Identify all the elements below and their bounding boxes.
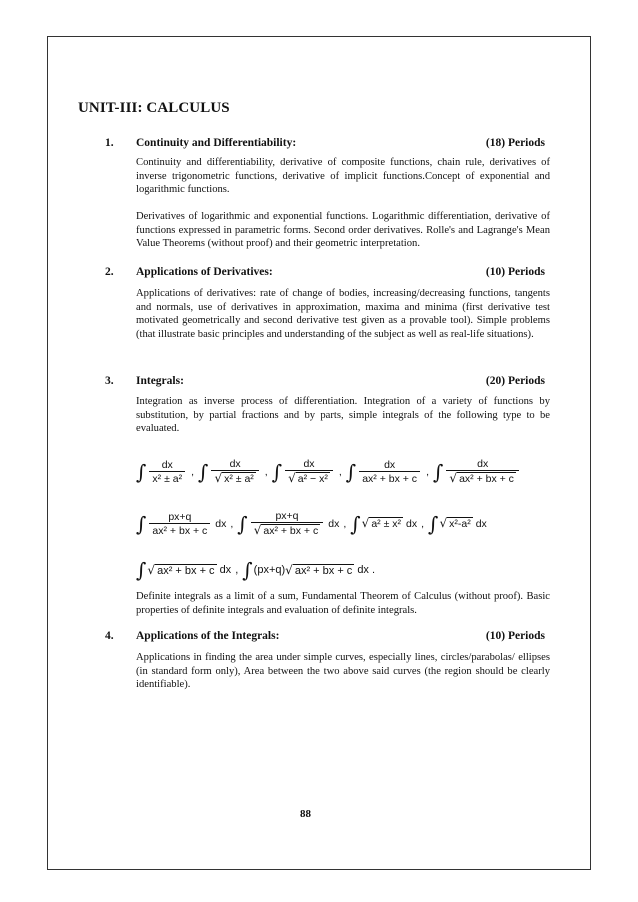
integral-sign: ∫ — [136, 459, 147, 484]
section-3-para-1: Integration as inverse process of differentiation. Integration of a variety of functions by substitution, by partial fractions and by parts, simple integrals of the following type to be evaluated. — [136, 396, 550, 434]
unit-title: UNIT-III: CALCULUS — [78, 100, 230, 116]
integral-sign: ∫ — [271, 459, 283, 484]
linear-factor: (px+q) — [253, 564, 286, 576]
integral-sign: ∫ — [237, 511, 248, 536]
fraction — [211, 458, 258, 485]
section-periods: (20) Periods — [485, 375, 545, 387]
sqrt-sign: √ — [214, 471, 223, 485]
numerator: dx — [229, 458, 241, 470]
fraction — [359, 459, 420, 485]
section-periods: (10) Periods — [485, 266, 545, 278]
radicand: x² ± a² — [224, 473, 254, 485]
numerator: px+q — [168, 510, 192, 523]
comma: , — [191, 465, 195, 478]
section-1-para-1: Continuity and differentiability, derivative of composite functions, chain rule, derivatives of inverse trigonometric functions, derivative of implicit functions.Concept of exponential and logarithmic functions. — [136, 157, 550, 195]
radical — [147, 564, 216, 577]
section-periods: (18) Periods — [485, 137, 545, 149]
formula-row-3 — [136, 560, 375, 580]
sqrt-sign: √ — [449, 471, 458, 485]
integral-sign: ∫ — [350, 511, 361, 536]
integral-sign: ∫ — [136, 558, 147, 582]
radicand: ax² + bx + c — [459, 473, 514, 485]
comma: , — [421, 517, 425, 530]
section-number: 1. — [105, 137, 114, 149]
section-4-para-1: Applications in finding the area under simple curves, especially lines, circles/parabolas/ ellipses (in standard form only), Area between the two above said curves (the region should be clearly identifiable). — [136, 652, 550, 690]
section-title: Integrals: — [136, 375, 184, 387]
denominator — [446, 470, 519, 485]
radical — [439, 517, 472, 530]
section-number: 3. — [105, 375, 114, 387]
comma: , — [230, 517, 234, 530]
formula-row-2 — [136, 510, 487, 537]
radical — [254, 524, 321, 537]
radicand: x²-a² — [449, 518, 471, 530]
numerator: dx — [477, 458, 489, 470]
denominator — [251, 522, 324, 537]
sqrt-sign: √ — [361, 516, 370, 530]
section-number: 4. — [105, 630, 114, 642]
fraction — [251, 510, 324, 537]
section-title: Applications of Derivatives: — [136, 266, 273, 278]
fraction — [446, 458, 519, 485]
numerator: dx — [384, 458, 396, 471]
differential: dx — [215, 517, 227, 530]
comma: , — [426, 465, 429, 478]
radical — [288, 472, 330, 485]
fraction — [149, 459, 185, 485]
section-periods: (10) Periods — [485, 630, 545, 642]
denominator: ax² + bx + c — [149, 523, 210, 537]
denominator: x² ± a² — [149, 471, 185, 485]
radicand: ax² + bx + c — [294, 564, 353, 577]
denominator — [211, 470, 258, 485]
sqrt-sign: √ — [288, 471, 296, 485]
differential: dx — [357, 564, 369, 576]
fraction — [285, 458, 333, 485]
radicand: a² ± x² — [371, 518, 402, 530]
numerator: px+q — [275, 510, 299, 522]
sqrt-sign: √ — [253, 523, 262, 537]
integral-sign: ∫ — [432, 459, 444, 484]
page-number: 88 — [300, 808, 311, 820]
integral-sign: ∫ — [242, 558, 253, 582]
radicand: a² − x² — [297, 473, 328, 485]
integral-sign: ∫ — [428, 511, 439, 536]
period: . — [371, 564, 375, 576]
radical — [362, 517, 403, 530]
differential: dx — [475, 517, 487, 530]
integral-sign: ∫ — [198, 459, 209, 484]
sqrt-sign: √ — [285, 562, 293, 577]
section-title: Applications of the Integrals: — [136, 630, 280, 642]
radical — [449, 472, 516, 485]
section-2-para-1: Applications of derivatives: rate of change of bodies, increasing/decreasing functions, tangents and normals, use of derivatives in approximation, maxima and minima (first derivative test motivated geometrically and second derivative test given as a provable tool). Simple problems (that illustrate basic principles and understanding of the subject as well as real-life situations). — [136, 288, 550, 340]
differential: dx — [406, 517, 418, 530]
sqrt-sign: √ — [147, 562, 156, 577]
comma: , — [264, 465, 268, 478]
radicand: ax² + bx + c — [157, 564, 215, 577]
fraction — [149, 511, 210, 537]
formula-row-1 — [136, 458, 521, 485]
comma: , — [343, 517, 347, 530]
sqrt-sign: √ — [439, 516, 448, 530]
numerator: dx — [303, 458, 315, 470]
section-number: 2. — [105, 266, 114, 278]
denominator: ax² + bx + c — [359, 471, 420, 485]
section-title: Continuity and Differentiability: — [136, 137, 297, 149]
denominator — [285, 470, 333, 485]
comma: , — [338, 465, 342, 478]
radical — [214, 472, 255, 485]
integral-sign: ∫ — [345, 459, 357, 484]
section-3-para-2: Definite integrals as a limit of a sum, Fundamental Theorem of Calculus (without proof). Basic properties of definite integrals and evaluation of definite integrals. — [136, 591, 550, 616]
radicand: ax² + bx + c — [263, 525, 319, 537]
differential: dx — [219, 564, 232, 576]
numerator: dx — [161, 458, 173, 471]
comma: , — [235, 564, 239, 576]
section-1-para-2: Derivatives of logarithmic and exponential functions. Logarithmic differentiation, derivative of functions expressed in parametric forms. Second order derivatives. Rolle's and Lagrange's Mean Value Theorems (without proof) and their geometric interpretation. — [136, 211, 550, 249]
differential: dx — [328, 517, 340, 530]
integral-sign: ∫ — [136, 511, 147, 536]
radical — [285, 564, 354, 577]
